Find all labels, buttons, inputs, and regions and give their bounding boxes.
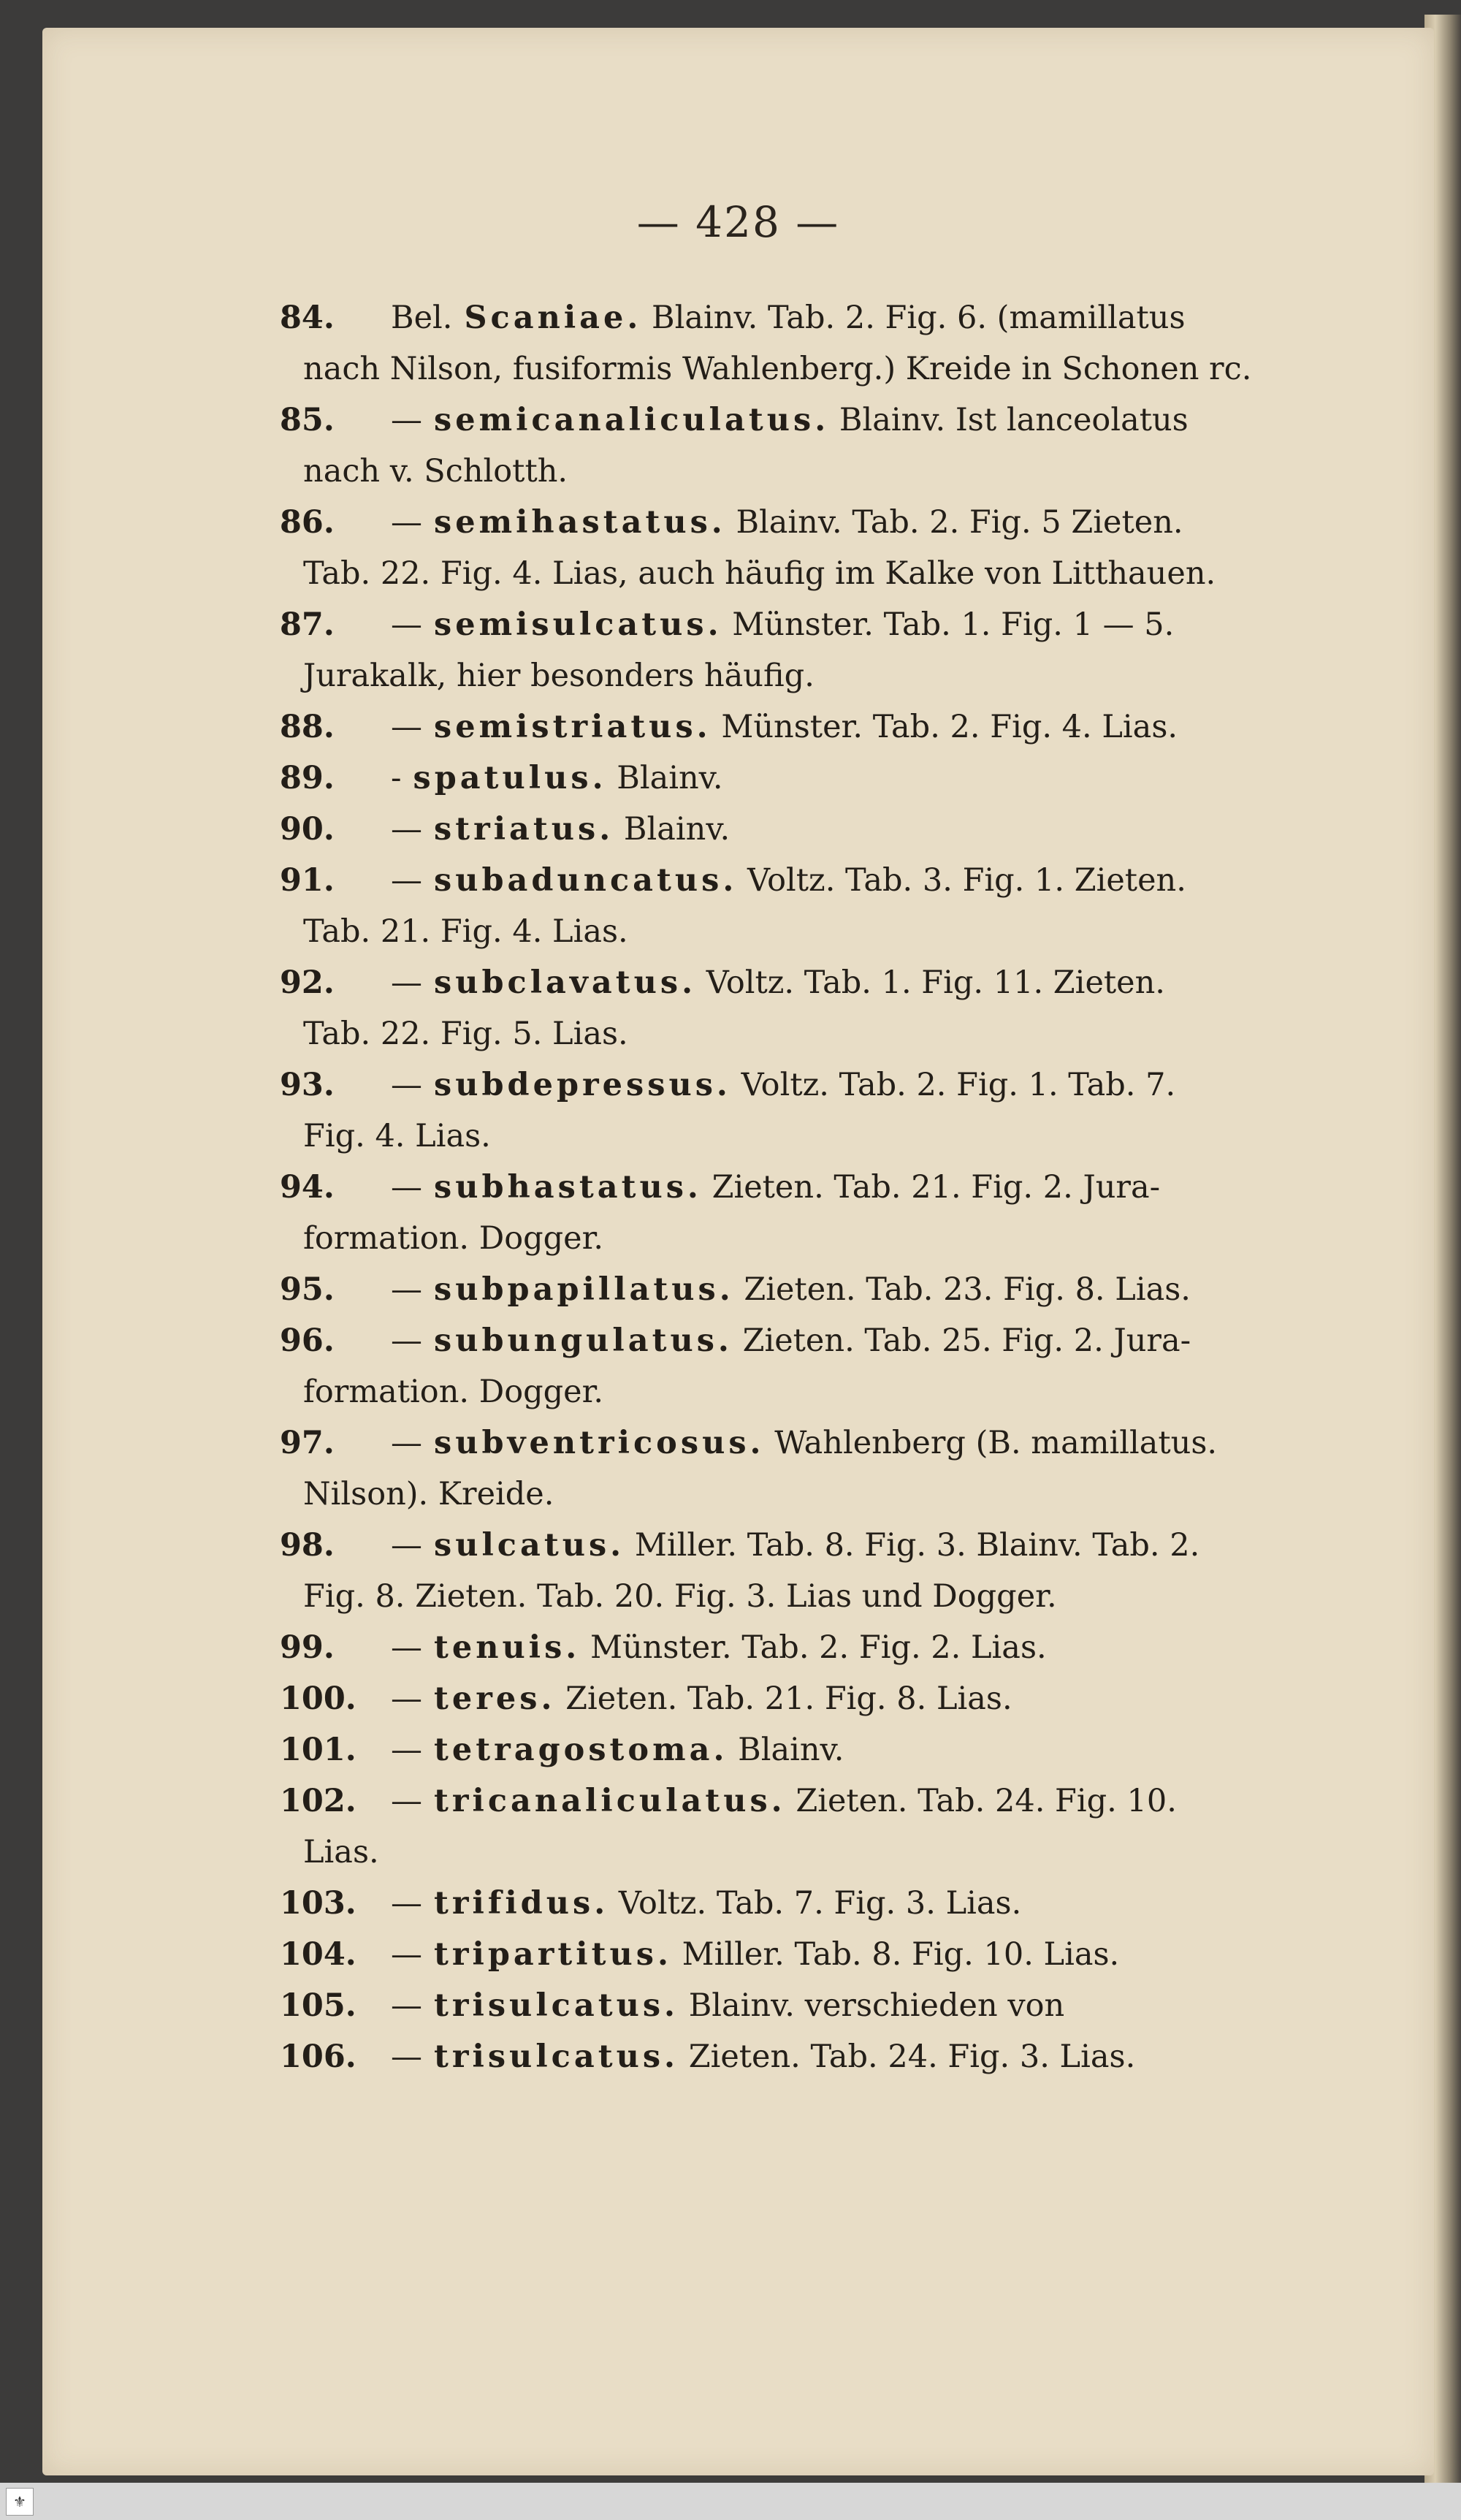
entry-reference: Blainv. xyxy=(617,760,723,796)
entry-prefix: — xyxy=(391,1425,422,1461)
viewer-bottom-bar xyxy=(0,2483,1461,2520)
entry-number: 91. xyxy=(280,862,335,899)
species-name: trifidus. xyxy=(434,1885,609,1922)
species-name: spatulus. xyxy=(413,760,607,796)
entry-continuation: formation. Dogger. xyxy=(303,1220,604,1257)
entry-continuation: Tab. 21. Fig. 4. Lias. xyxy=(303,913,628,950)
entry-prefix: — xyxy=(391,504,422,541)
species-name: subpapillatus. xyxy=(434,1271,734,1308)
entry-reference: Münster. Tab. 2. Fig. 4. Lias. xyxy=(721,709,1178,745)
entry-prefix: — xyxy=(391,709,422,745)
entry-reference: Zieten. Tab. 24. Fig. 10. xyxy=(796,1783,1177,1819)
entry-continuation: nach Nilson, fusiformis Wahlenberg.) Kreide in Schonen rc. xyxy=(303,351,1252,387)
species-name: semicanaliculatus. xyxy=(434,402,830,438)
list-item xyxy=(281,1417,1319,1520)
entry-prefix: — xyxy=(391,1271,422,1308)
entry-prefix: Bel. xyxy=(391,300,453,336)
list-item xyxy=(281,1878,1319,1929)
entry-reference: Miller. Tab. 8. Fig. 3. Blainv. Tab. 2. xyxy=(634,1527,1200,1564)
list-item xyxy=(281,957,1319,1059)
entry-continuation: Fig. 4. Lias. xyxy=(303,1118,491,1154)
entry-number: 98. xyxy=(280,1527,335,1564)
entry-reference: Zieten. Tab. 23. Fig. 8. Lias. xyxy=(744,1271,1191,1308)
species-name: semistriatus. xyxy=(434,709,712,745)
list-item xyxy=(281,1980,1319,2031)
entry-number: 99. xyxy=(280,1629,335,1666)
entry-reference: Blainv. xyxy=(623,811,730,848)
list-item xyxy=(281,1264,1319,1315)
library-logo-icon[interactable]: ⚜ xyxy=(6,2488,34,2516)
entry-continuation: nach v. Schlotth. xyxy=(303,453,568,490)
entry-prefix: - xyxy=(391,760,402,796)
species-name: Scaniae. xyxy=(464,300,642,336)
list-item xyxy=(281,497,1319,599)
entry-continuation: Jurakalk, hier besonders häufig. xyxy=(303,658,815,694)
entry-continuation: Tab. 22. Fig. 4. Lias, auch häufig im Kalke von Litthauen. xyxy=(303,555,1216,592)
entry-number: 88. xyxy=(280,709,335,745)
entry-prefix: — xyxy=(391,964,422,1001)
entry-prefix: — xyxy=(391,1936,422,1973)
entry-reference: Münster. Tab. 1. Fig. 1 — 5. xyxy=(732,606,1175,643)
list-item xyxy=(281,753,1319,804)
list-item xyxy=(281,1724,1319,1775)
entry-prefix: — xyxy=(391,2039,422,2075)
species-name: subventricosus. xyxy=(434,1425,765,1461)
species-name: sulcatus. xyxy=(434,1527,625,1564)
entry-number: 101. xyxy=(280,1732,356,1768)
list-item xyxy=(281,2031,1319,2082)
entry-number: 104. xyxy=(280,1936,356,1973)
species-name: semihastatus. xyxy=(434,504,726,541)
species-name: semisulcatus. xyxy=(434,606,722,643)
entry-prefix: — xyxy=(391,1885,422,1922)
list-item xyxy=(281,1315,1319,1417)
entry-continuation: Tab. 22. Fig. 5. Lias. xyxy=(303,1016,628,1052)
entry-reference: Blainv. verschieden von xyxy=(688,1987,1065,2024)
entry-number: 100. xyxy=(280,1680,356,1717)
species-name: subhastatus. xyxy=(434,1169,702,1206)
entry-reference: Voltz. Tab. 7. Fig. 3. Lias. xyxy=(618,1885,1022,1922)
entry-number: 90. xyxy=(280,811,335,848)
list-item xyxy=(281,1622,1319,1673)
entry-number: 86. xyxy=(280,504,335,541)
entry-prefix: — xyxy=(391,402,422,438)
entry-prefix: — xyxy=(391,1527,422,1564)
species-name: tetragostoma. xyxy=(434,1732,728,1768)
entry-continuation: formation. Dogger. xyxy=(303,1374,604,1410)
entry-reference: Zieten. Tab. 25. Fig. 2. Jura- xyxy=(742,1322,1191,1359)
list-item xyxy=(281,1929,1319,1980)
entry-number: 87. xyxy=(280,606,335,643)
entry-reference: Münster. Tab. 2. Fig. 2. Lias. xyxy=(590,1629,1047,1666)
species-name: trisulcatus. xyxy=(434,2039,679,2075)
entry-prefix: — xyxy=(391,811,422,848)
entry-prefix: — xyxy=(391,1322,422,1359)
entry-reference: Zieten. Tab. 21. Fig. 8. Lias. xyxy=(565,1680,1012,1717)
list-item xyxy=(281,804,1319,855)
entry-reference: Blainv. xyxy=(738,1732,844,1768)
entry-number: 103. xyxy=(280,1885,356,1922)
entry-reference: Wahlenberg (B. mamillatus. xyxy=(774,1425,1218,1461)
entry-reference: Voltz. Tab. 3. Fig. 1. Zieten. xyxy=(747,862,1186,899)
page-number: — 428 — xyxy=(636,197,840,247)
entry-continuation: Fig. 8. Zieten. Tab. 20. Fig. 3. Lias und Dogger. xyxy=(303,1578,1057,1615)
entry-prefix: — xyxy=(391,1629,422,1666)
entry-prefix: — xyxy=(391,1169,422,1206)
entry-reference: Voltz. Tab. 1. Fig. 11. Zieten. xyxy=(706,964,1165,1001)
entry-reference: Zieten. Tab. 21. Fig. 2. Jura- xyxy=(712,1169,1161,1206)
list-item xyxy=(281,1162,1319,1264)
list-item xyxy=(281,1775,1319,1878)
entry-number: 102. xyxy=(280,1783,356,1819)
species-name: trisulcatus. xyxy=(434,1987,679,2024)
entry-reference: Blainv. Tab. 2. Fig. 6. (mamillatus xyxy=(652,300,1186,336)
entry-reference: Voltz. Tab. 2. Fig. 1. Tab. 7. xyxy=(741,1067,1176,1103)
entry-list xyxy=(281,292,1319,2082)
species-name: striatus. xyxy=(434,811,614,848)
entry-continuation: Lias. xyxy=(303,1834,379,1870)
list-item xyxy=(281,599,1319,701)
entry-number: 92. xyxy=(280,964,335,1001)
species-name: subdepressus. xyxy=(434,1067,731,1103)
species-name: teres. xyxy=(434,1680,556,1717)
entry-reference: Blainv. Tab. 2. Fig. 5 Zieten. xyxy=(736,504,1183,541)
species-name: subaduncatus. xyxy=(434,862,738,899)
list-item xyxy=(281,1059,1319,1162)
species-name: tenuis. xyxy=(434,1629,581,1666)
entry-prefix: — xyxy=(391,606,422,643)
entry-number: 85. xyxy=(280,402,335,438)
list-item xyxy=(281,1673,1319,1724)
entry-number: 96. xyxy=(280,1322,335,1359)
list-item xyxy=(281,292,1319,395)
species-name: subungulatus. xyxy=(434,1322,733,1359)
entry-prefix: — xyxy=(391,1987,422,2024)
entry-reference: Miller. Tab. 8. Fig. 10. Lias. xyxy=(682,1936,1120,1973)
entry-prefix: — xyxy=(391,1732,422,1768)
entry-number: 97. xyxy=(280,1425,335,1461)
entry-continuation: Nilson). Kreide. xyxy=(303,1476,554,1512)
species-name: tripartitus. xyxy=(434,1936,672,1973)
entry-number: 94. xyxy=(280,1169,335,1206)
species-name: tricanaliculatus. xyxy=(434,1783,786,1819)
entry-number: 84. xyxy=(280,300,335,336)
entry-prefix: — xyxy=(391,862,422,899)
entry-reference: Blainv. Ist lanceolatus xyxy=(839,402,1189,438)
species-name: subclavatus. xyxy=(434,964,697,1001)
entry-prefix: — xyxy=(391,1783,422,1819)
entry-number: 105. xyxy=(280,1987,356,2024)
entry-number: 95. xyxy=(280,1271,335,1308)
list-item xyxy=(281,1520,1319,1622)
list-item xyxy=(281,395,1319,497)
entry-prefix: — xyxy=(391,1680,422,1717)
entry-number: 93. xyxy=(280,1067,335,1103)
list-item xyxy=(281,701,1319,753)
entry-number: 89. xyxy=(280,760,335,796)
entry-prefix: — xyxy=(391,1067,422,1103)
entry-number: 106. xyxy=(280,2039,356,2075)
list-item xyxy=(281,855,1319,957)
entry-reference: Zieten. Tab. 24. Fig. 3. Lias. xyxy=(688,2039,1136,2075)
